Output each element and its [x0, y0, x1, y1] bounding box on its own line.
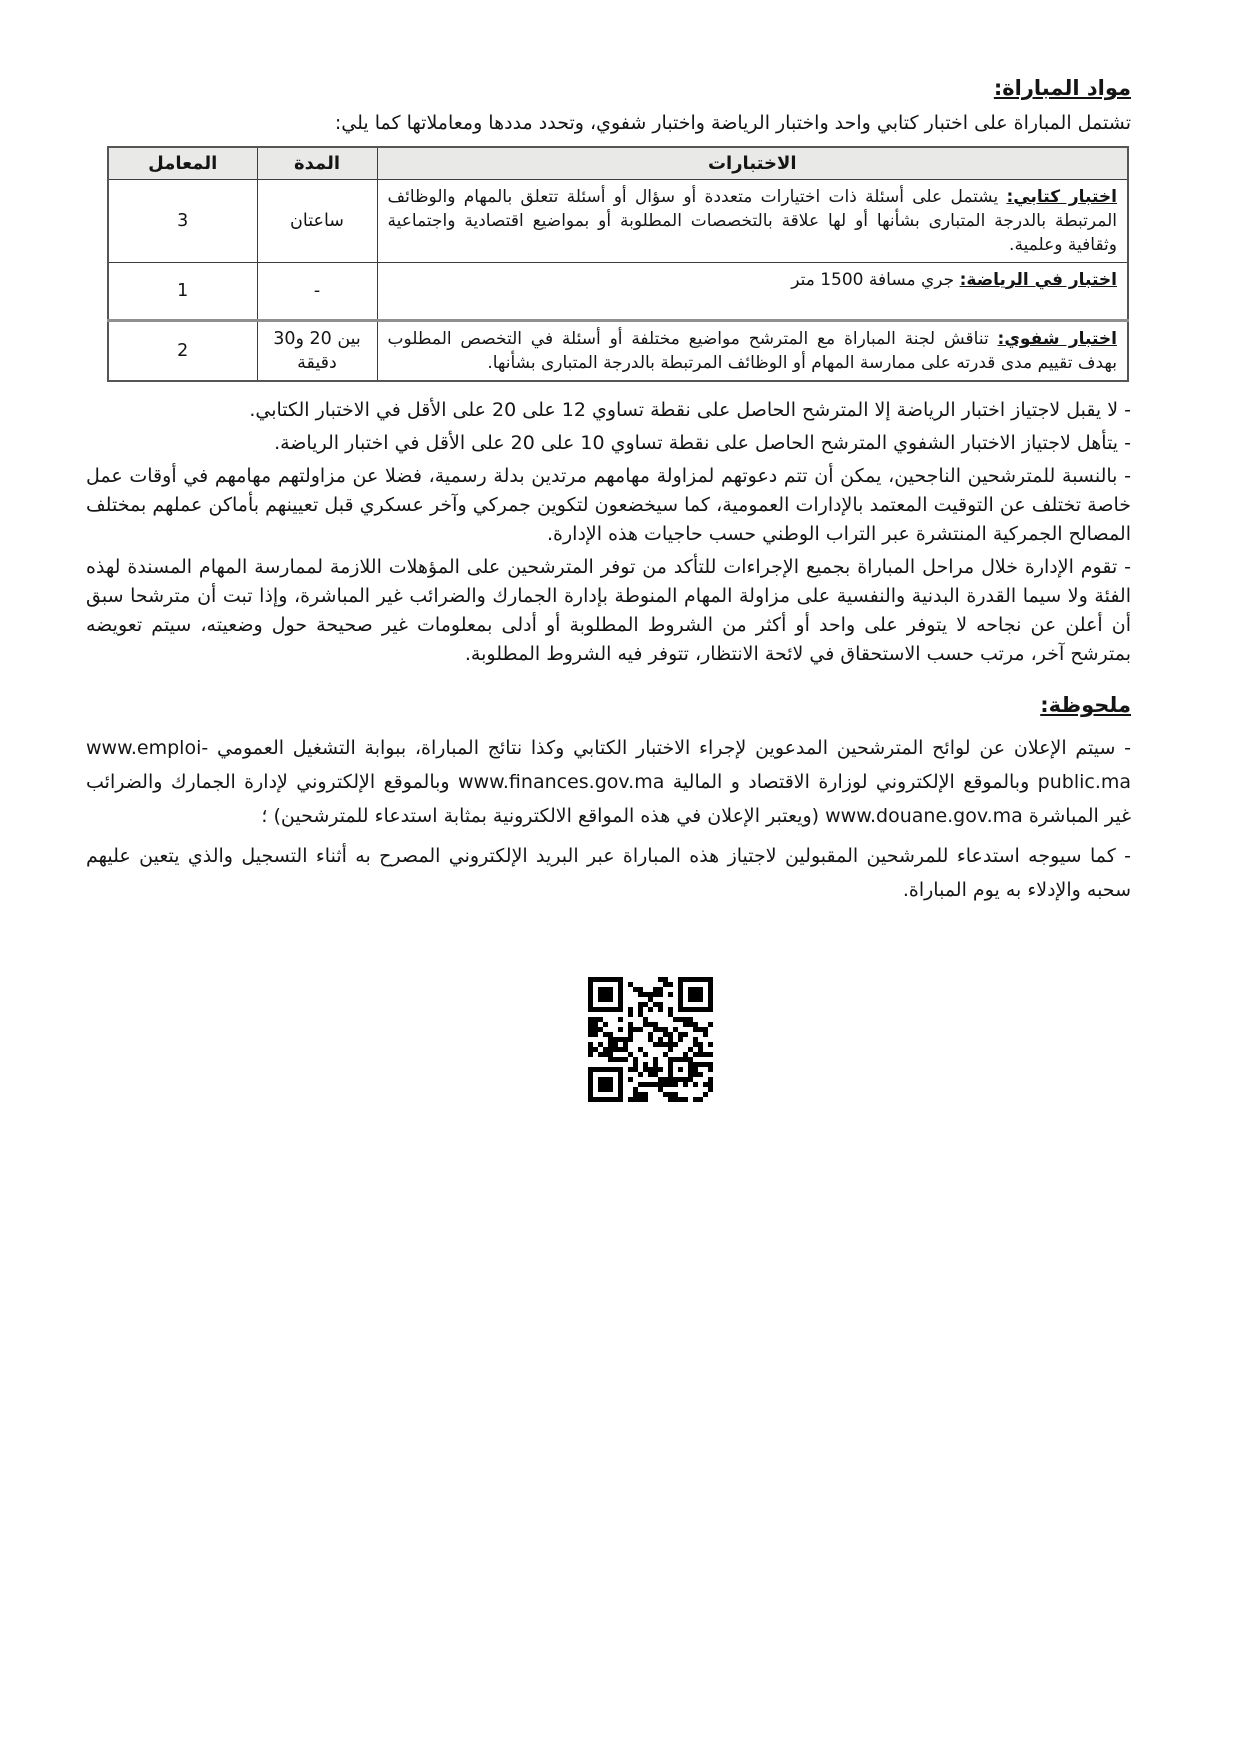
table-header-row	[108, 147, 1128, 180]
tests-cell	[377, 180, 1128, 263]
bullet-item-written-threshold: - لا يقبل لاجتياز اختبار الرياضة إلا المترشح الحاصل على نقطة تساوي 12 على 20 على الأقل في الاختبار الكتابي.	[249, 399, 1131, 421]
website-link-finances[interactable]: www.finances.gov.ma	[458, 771, 665, 793]
note-text-part: (ويعتبر الإعلان في هذه المواقع الالكترونية بمثابة استدعاء للمترشحين) ؛	[261, 805, 820, 827]
duration-cell: -	[257, 263, 377, 321]
bullet-item-successful-candidates: - بالنسبة للمترشحين الناجحين، يمكن أن تتم دعوتهم لمزاولة مهامهم مرتدين بدلة رسمية، فضلا عن مزاولتهم مهامهم في أوقات عمل خاصة تختلف عن التوقيت المعتمد بالإدارات العمومية، كما سيخضعون لتكوين جمركي وآخر عسكري قبل تعيينهم بأماكن عملهم بمختلف المصالح الجمركية المنتشرة عبر التراب الوطني حسب حاجيات هذه الإدارة.	[86, 465, 1131, 545]
exams-table	[107, 146, 1129, 382]
test-title: اختبار كتابي:	[1006, 187, 1117, 207]
column-header-duration: المدة	[257, 147, 377, 180]
note-list	[86, 731, 1131, 907]
test-title: اختبار في الرياضة:	[959, 270, 1117, 290]
note-item-announcement	[86, 731, 1131, 833]
test-title: اختبار شفوي:	[997, 329, 1117, 349]
duration-cell: بين 20 و30 دقيقة	[257, 321, 377, 382]
test-description: يشتمل على أسئلة ذات اختيارات متعددة أو سؤال أو أسئلة تتعلق بالمهام والوظائف المرتبطة بالدرجة المتبارى بشأنها أو لها علاقة بالتخصصات المطلوبة أو بمواضيع اقتصادية واجتماعية وثقافية وعلمية.	[387, 187, 1117, 255]
note-item-email-convocation: - كما سيوجه استدعاء للمرشحين المقبولين لاجتياز هذه المباراة عبر البريد الإلكتروني المصرح به أثناء التسجيل والذي يتعين عليهم سحبه والإدلاء به يوم المباراة.	[86, 845, 1131, 901]
website-link-emploi-public[interactable]: www.emploi-public.ma	[86, 737, 1132, 793]
note-heading: ملحوظة:	[1040, 693, 1131, 717]
note-text-part: وبالموقع الإلكتروني لإدارة الجمارك والضرائب غير المباشرة	[86, 771, 1131, 827]
table-row-sport-exam	[108, 263, 1128, 321]
test-description: تناقش لجنة المباراة مع المترشح مواضيع مختلفة أو أسئلة في التخصص المطلوب بهدف تقييم مدى قدرته على ممارسة المهام أو الوظائف المرتبطة بالدرجة المتبارى بشأنها.	[387, 329, 1117, 373]
section-heading-exam-materials: مواد المباراة:	[993, 76, 1131, 100]
website-link-douane[interactable]: www.douane.gov.ma	[825, 805, 1023, 827]
coefficient-cell: 2	[108, 321, 257, 382]
coefficient-cell: 1	[108, 263, 257, 321]
column-header-coefficient: المعامل	[108, 147, 257, 180]
bullet-item-sport-threshold: - يتأهل لاجتياز الاختبار الشفوي المترشح الحاصل على نقطة تساوي 10 على 20 على الأقل في اختبار الرياضة.	[274, 432, 1131, 454]
tests-cell	[377, 263, 1128, 321]
qr-code-container	[86, 977, 1131, 1106]
conditions-list	[86, 396, 1131, 669]
duration-cell: ساعتان	[257, 180, 377, 263]
table-row-written-exam	[108, 180, 1128, 263]
tests-cell	[377, 321, 1128, 382]
intro-text: تشتمل المباراة على اختبار كتابي واحد واختبار الرياضة واختبار شفوي، وتحدد مددها ومعاملاتها كما يلي:	[334, 112, 1131, 134]
coefficient-cell: 3	[108, 180, 257, 263]
note-text-part: وبالموقع الإلكتروني لوزارة الاقتصاد و المالية	[672, 771, 1030, 793]
note-text-part: - سيتم الإعلان عن لوائح المترشحين المدعوين لإجراء الاختبار الكتابي وكذا نتائج المباراة، ببوابة التشغيل العمومي	[216, 737, 1131, 759]
qr-code	[588, 977, 713, 1102]
table-row-oral-exam	[108, 321, 1128, 382]
test-description: جري مسافة 1500 متر	[791, 270, 955, 290]
column-header-tests: الاختبارات	[377, 147, 1128, 180]
bullet-item-verification-procedures: - تقوم الإدارة خلال مراحل المباراة بجميع الإجراءات للتأكد من توفر المترشحين على المؤهلات اللازمة لممارسة المهام المسندة لهذه الفئة ولا سيما القدرة البدنية والنفسية على مزاولة المهام المنوطة بإدارة الجمارك والضرائب غير المباشرة، وإذا تبت أن مترشحا سبق أن أعلن عن نجاحه لا يتوفر على واحد أو أكثر من الشروط المطلوبة أو أدلى بمعلومات غير صحيحة حول وضعيته، سيتم تعويضه بمترشح آخر، مرتب حسب الاستحقاق في لائحة الانتظار، تتوفر فيه الشروط المطلوبة.	[86, 556, 1131, 665]
